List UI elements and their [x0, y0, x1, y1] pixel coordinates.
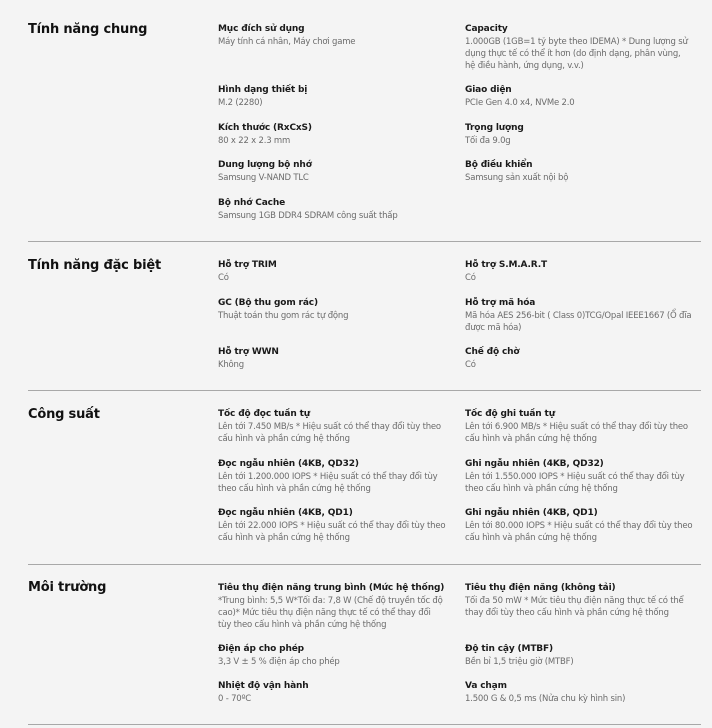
- spec-label: Bộ nhớ Cache: [218, 198, 286, 208]
- section-divider: [28, 241, 701, 242]
- spec-label: Điện áp cho phép: [218, 644, 304, 654]
- spec-item: [465, 122, 693, 147]
- spec-value: Lên tới 1.200.000 IOPS * Hiệu suất có thể thay đổi tùy theo cấu hình và phần cứng hệ thống: [218, 472, 438, 494]
- spec-item: [218, 346, 446, 371]
- spec-value: 1.000GB (1GB=1 tỷ byte theo IDEMA) * Dung lượng sử dụng thực tế có thể ít hơn (do định dạng, phân vùng, hệ điều hành, ứng dụng, v.v.): [465, 37, 688, 71]
- spec-value: Có: [465, 360, 476, 370]
- section-title: Tính năng chung: [28, 22, 148, 37]
- spec-label: Hỗ trợ S.M.A.R.T: [465, 260, 547, 270]
- spec-item: [218, 122, 446, 147]
- spec-item: [218, 458, 446, 495]
- spec-value: 1.500 G & 0,5 ms (Nửa chu kỳ hình sin): [465, 694, 626, 704]
- spec-label: Va chạm: [465, 681, 507, 691]
- spec-value: Mã hóa AES 256-bit ( Class 0)TCG/Opal IEEE1667 (Ổ đĩa được mã hóa): [465, 311, 692, 333]
- spec-label: Hỗ trợ TRIM: [218, 260, 277, 270]
- spec-item: [465, 408, 693, 445]
- spec-value: *Trung bình: 5,5 W*Tối đa: 7,8 W (Chế độ truyền tốc độ cao)* Mức tiêu thụ điện năng thực tế có thể thay đổi tùy theo cấu hình và phần cứng hệ thống: [218, 596, 443, 630]
- spec-item: [465, 582, 693, 619]
- spec-label: Đọc ngẫu nhiên (4KB, QD32): [218, 459, 359, 469]
- section-divider: [28, 390, 701, 391]
- spec-label: Capacity: [465, 24, 508, 34]
- spec-label: Dung lượng bộ nhớ: [218, 160, 312, 170]
- spec-item: [218, 408, 446, 445]
- spec-label: Tiêu thụ điện năng (không tải): [465, 583, 616, 593]
- spec-value: Samsung 1GB DDR4 SDRAM công suất thấp: [218, 211, 398, 221]
- spec-label: Chế độ chờ: [465, 347, 520, 357]
- spec-label: Trọng lượng: [465, 123, 524, 133]
- spec-item: [218, 582, 446, 631]
- spec-item: [218, 643, 446, 668]
- spec-label: Độ tin cậy (MTBF): [465, 644, 553, 654]
- spec-value: Tối đa 50 mW * Mức tiêu thụ điện năng thực tế có thể thay đổi tùy theo cấu hình và phần cứng hệ thống: [465, 596, 684, 618]
- spec-item: [218, 159, 446, 184]
- spec-label: Mục đích sử dụng: [218, 24, 305, 34]
- spec-item: [465, 643, 693, 668]
- spec-item: [218, 84, 446, 109]
- spec-value: Máy tính cá nhân, Máy chơi game: [218, 37, 356, 47]
- spec-label: Bộ điều khiển: [465, 160, 533, 170]
- spec-value: Lên tới 7.450 MB/s * Hiệu suất có thể thay đổi tùy theo cấu hình và phần cứng hệ thống: [218, 422, 441, 444]
- spec-label: Hình dạng thiết bị: [218, 85, 308, 95]
- spec-label: Tiêu thụ điện năng trung bình (Mức hệ thống): [218, 583, 445, 593]
- spec-value: 80 x 22 x 2.3 mm: [218, 136, 291, 146]
- spec-value: Lên tới 80.000 IOPS * Hiệu suất có thể thay đổi tùy theo cấu hình và phần cứng hệ thống: [465, 521, 693, 543]
- spec-label: Ghi ngẫu nhiên (4KB, QD1): [465, 508, 598, 518]
- spec-item: [218, 680, 446, 705]
- spec-item: [218, 259, 446, 284]
- spec-value: PCIe Gen 4.0 x4, NVMe 2.0: [465, 98, 575, 108]
- spec-value: Tối đa 9.0g: [465, 136, 511, 146]
- spec-item: [218, 197, 446, 222]
- section-title: Môi trường: [28, 580, 107, 595]
- spec-item: [218, 507, 446, 544]
- section-title: Công suất: [28, 407, 100, 422]
- spec-item: [218, 297, 446, 322]
- spec-value: M.2 (2280): [218, 98, 263, 108]
- spec-label: Tốc độ đọc tuần tự: [218, 409, 310, 419]
- section-title: Tính năng đặc biệt: [28, 258, 161, 273]
- spec-item: [465, 84, 693, 109]
- spec-item: [465, 458, 693, 495]
- spec-value: Samsung sản xuất nội bộ: [465, 173, 569, 183]
- spec-label: Tốc độ ghi tuần tự: [465, 409, 555, 419]
- spec-item: [465, 159, 693, 184]
- spec-value: Có: [465, 273, 476, 283]
- spec-item: [465, 507, 693, 544]
- spec-value: Có: [218, 273, 229, 283]
- spec-label: Hỗ trợ WWN: [218, 347, 279, 357]
- spec-value: 3,3 V ± 5 % điện áp cho phép: [218, 657, 340, 667]
- spec-item: [465, 680, 693, 705]
- spec-item: [465, 297, 693, 334]
- spec-label: GC (Bộ thu gom rác): [218, 298, 318, 308]
- section-divider: [28, 564, 701, 565]
- spec-value: Bền bỉ 1,5 triệu giờ (MTBF): [465, 657, 574, 667]
- spec-value: Không: [218, 360, 244, 370]
- spec-label: Ghi ngẫu nhiên (4KB, QD32): [465, 459, 604, 469]
- section-divider: [28, 724, 701, 725]
- spec-label: Nhiệt độ vận hành: [218, 681, 309, 691]
- spec-value: Lên tới 1.550.000 IOPS * Hiệu suất có thể thay đổi tùy theo cấu hình và phần cứng hệ thống: [465, 472, 685, 494]
- spec-item: [465, 346, 693, 371]
- spec-value: Thuật toán thu gom rác tự động: [218, 311, 349, 321]
- spec-value: Lên tới 22.000 IOPS * Hiệu suất có thể thay đổi tùy theo cấu hình và phần cứng hệ thống: [218, 521, 446, 543]
- spec-item: [465, 23, 693, 72]
- spec-label: Đọc ngẫu nhiên (4KB, QD1): [218, 508, 353, 518]
- spec-item: [218, 23, 446, 48]
- spec-value: 0 - 70ºC: [218, 694, 252, 704]
- spec-label: Giao diện: [465, 85, 512, 95]
- spec-value: Lên tới 6.900 MB/s * Hiệu suất có thể thay đổi tùy theo cấu hình và phần cứng hệ thống: [465, 422, 688, 444]
- spec-label: Hỗ trợ mã hóa: [465, 298, 536, 308]
- spec-value: Samsung V-NAND TLC: [218, 173, 309, 183]
- spec-label: Kích thước (RxCxS): [218, 123, 312, 133]
- spec-item: [465, 259, 693, 284]
